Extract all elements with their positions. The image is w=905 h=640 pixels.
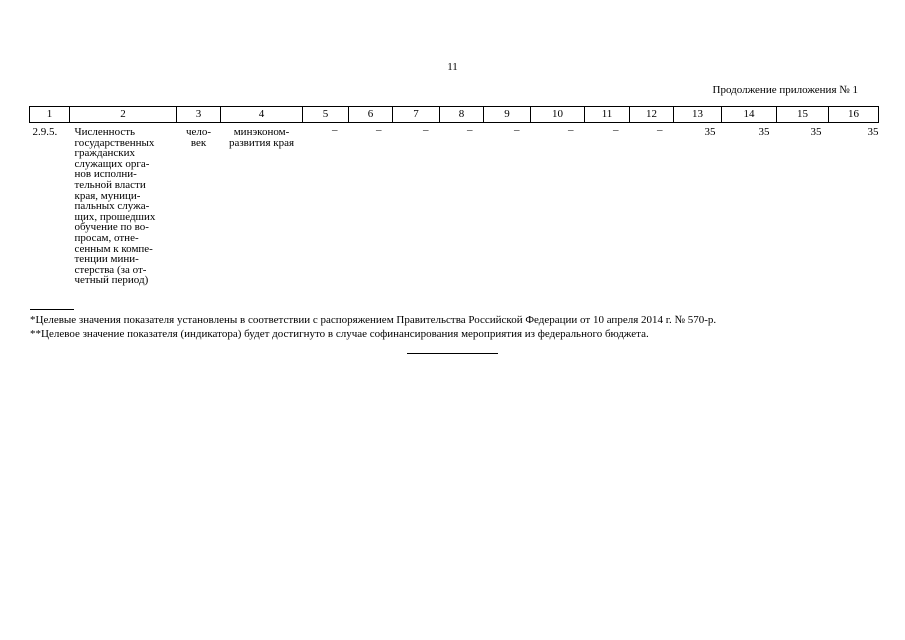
column-header: 8 xyxy=(440,107,484,123)
indicator-name-line: просам, отне- xyxy=(74,231,139,244)
column-header: 6 xyxy=(349,107,393,123)
indicator-name-line: четный период) xyxy=(74,274,149,287)
unit-line: век xyxy=(190,137,207,149)
indicators-table xyxy=(29,106,879,286)
value-cell: – xyxy=(568,124,574,136)
indicator-name-line: пальных служа- xyxy=(74,200,150,213)
indicator-name xyxy=(70,123,177,286)
indicator-name-line: щих, прошедших xyxy=(74,210,156,223)
column-header: 5 xyxy=(303,107,349,123)
indicator-name-line: стерства (за от- xyxy=(74,263,147,276)
indicator-number: 2.9.5. xyxy=(32,126,58,138)
value-cell: – xyxy=(613,124,619,136)
column-header: 13 xyxy=(674,107,722,123)
footnote: **Целевое значение показателя (индикатора) будет достигнуто в случае софинансирования мероприятия из федерального бюджета. xyxy=(30,328,649,340)
responsible-executor xyxy=(221,123,303,286)
footnote: *Целевые значения показателя установлены в соответствии с распоряжением Правительства Российской Федерации от 10 апреля 2014 г. № 570-р. xyxy=(30,314,717,326)
end-of-document-rule xyxy=(407,353,498,354)
value-cell: – xyxy=(514,124,520,136)
value-cell: 35 xyxy=(810,126,822,138)
column-header: 2 xyxy=(70,107,177,123)
column-header: 16 xyxy=(829,107,879,123)
indicator-name-line: края, муници- xyxy=(74,189,141,202)
column-header: 15 xyxy=(777,107,829,123)
value-cell: 35 xyxy=(758,126,770,138)
value-cell: – xyxy=(423,124,429,136)
column-header: 1 xyxy=(30,107,70,123)
value-cell: 35 xyxy=(867,126,879,138)
indicator-name-line: государственных xyxy=(74,136,155,149)
value-cell: – xyxy=(467,124,473,136)
column-header: 10 xyxy=(531,107,585,123)
column-header: 3 xyxy=(177,107,221,123)
indicator-name-line: тенции мини- xyxy=(74,253,139,266)
value-cell: 35 xyxy=(704,126,716,138)
indicator-name-line: тельной власти xyxy=(74,178,146,191)
unit-line: чело- xyxy=(185,126,212,138)
column-header: 11 xyxy=(585,107,630,123)
appendix-continuation-label: Продолжение приложения № 1 xyxy=(712,84,858,96)
value-cell: – xyxy=(332,124,338,136)
indicator-name-line: служащих орга- xyxy=(74,157,150,170)
responsible-line: минэконом- xyxy=(233,126,290,138)
responsible-line: развития края xyxy=(228,137,295,149)
footnotes xyxy=(30,313,716,341)
indicator-name-line: Численность xyxy=(74,126,136,138)
unit-of-measure xyxy=(177,123,221,286)
indicator-name-line: гражданских xyxy=(74,147,135,160)
column-header: 7 xyxy=(393,107,440,123)
value-cell: – xyxy=(657,124,663,136)
footnote-separator xyxy=(30,309,74,310)
page-number: 11 xyxy=(447,61,458,73)
value-cell: – xyxy=(376,124,382,136)
column-header: 4 xyxy=(221,107,303,123)
indicator-name-line: нов исполни- xyxy=(74,168,137,181)
column-header: 14 xyxy=(722,107,777,123)
table-row xyxy=(30,123,879,286)
indicator-name-line: сенным к компе- xyxy=(74,242,153,255)
indicator-name-line: обучение по во- xyxy=(74,221,149,234)
column-header: 12 xyxy=(630,107,674,123)
column-header: 9 xyxy=(484,107,531,123)
table-header-row xyxy=(30,107,879,123)
